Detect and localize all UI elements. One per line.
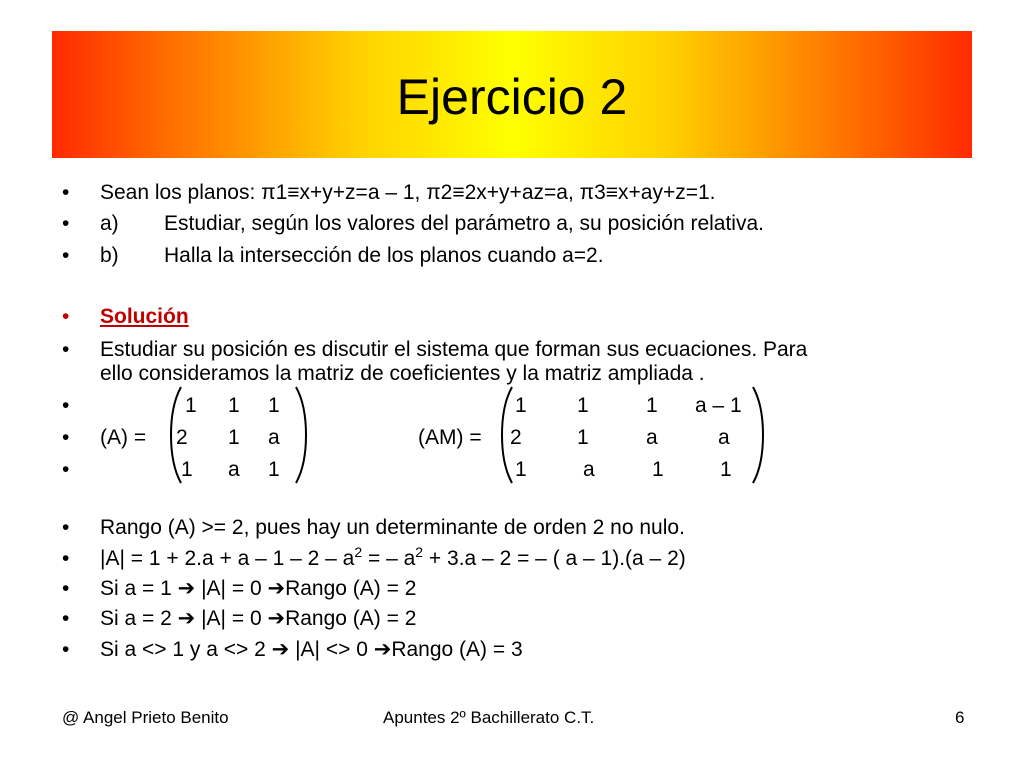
case-line — [100, 607, 416, 631]
case-condition: Si a = 2 — [100, 607, 172, 630]
matrix-a-cell: 1 — [185, 394, 197, 417]
matrix-am-cell: 1 — [646, 394, 658, 417]
case-condition: Si a <> 1 y a <> 2 — [100, 638, 266, 661]
matrix-am-cell: 1 — [515, 394, 527, 417]
matrix-am-cell: 1 — [577, 394, 589, 417]
bullet: • — [62, 577, 70, 600]
matrix-a-cell: a — [268, 426, 280, 449]
rango-statement: Rango (A) >= 2, pues hay un determinante de orden 2 no nulo. — [100, 516, 685, 539]
arrow-icon: ➔ — [373, 638, 392, 661]
footer-author: @ Angel Prieto Benito — [62, 708, 229, 727]
matrix-am-cell: 1 — [577, 426, 589, 449]
bullet: • — [62, 607, 70, 630]
determinant-part: |A| = 1 + 2.a + a – 1 – 2 – a — [100, 547, 355, 570]
bullet: • — [62, 426, 70, 449]
matrix-am-cell: 1 — [652, 458, 664, 481]
solution-intro-line2: ello consideramos la matriz de coeficientes y la matriz ampliada . — [100, 362, 705, 385]
exponent: 2 — [415, 544, 424, 560]
matrix-am-right-bracket — [752, 385, 766, 485]
matrix-a-cell: 2 — [176, 426, 188, 449]
bullet: • — [62, 394, 70, 417]
case-determinant: |A| = 0 — [195, 607, 268, 630]
arrow-icon: ➔ — [177, 577, 196, 600]
footer-course: Apuntes 2º Bachillerato C.T. — [383, 708, 595, 727]
matrix-am-cell: a — [718, 426, 730, 449]
arrow-icon: ➔ — [177, 607, 196, 630]
part-b-text: Halla la intersección de los planos cuando a=2. — [164, 244, 604, 267]
case-line — [100, 577, 416, 601]
matrix-a-label: (A) = — [100, 426, 147, 449]
case-condition: Si a = 1 — [100, 577, 172, 600]
part-a-text: Estudiar, según los valores del parámetro a, su posición relativa. — [164, 212, 764, 235]
solution-intro-line1: Estudiar su posición es discutir el sistema que forman sus ecuaciones. Para — [100, 338, 808, 361]
case-determinant: |A| <> 0 — [289, 638, 374, 661]
solution-heading: Solución — [100, 305, 189, 328]
bullet: • — [62, 305, 70, 328]
bullet: • — [62, 458, 70, 481]
case-rank: Rango (A) = 2 — [285, 577, 417, 600]
arrow-icon: ➔ — [271, 638, 290, 661]
bullet: • — [62, 638, 70, 661]
case-rank: Rango (A) = 3 — [391, 638, 523, 661]
bullet: • — [62, 516, 70, 539]
title-banner — [52, 31, 972, 158]
exponent: 2 — [354, 544, 363, 560]
matrix-am-cell: a – 1 — [695, 394, 742, 417]
matrix-am-cell: a — [583, 458, 595, 481]
matrix-a-cell: 1 — [228, 426, 240, 449]
matrix-am-cell: 1 — [515, 458, 527, 481]
matrix-am-cell: 1 — [720, 458, 732, 481]
matrix-am-cell: 2 — [510, 426, 522, 449]
bullet: • — [62, 181, 70, 204]
matrix-a-right-bracket — [295, 385, 309, 485]
matrix-am-cell: a — [646, 426, 658, 449]
part-b-label: b) — [100, 244, 119, 267]
case-rank: Rango (A) = 2 — [285, 607, 417, 630]
slide-title: Ejercicio 2 — [396, 69, 628, 125]
matrix-a-cell: 1 — [268, 458, 280, 481]
bullet: • — [62, 244, 70, 267]
case-line — [100, 638, 523, 662]
determinant-line — [100, 544, 686, 571]
part-a-label: a) — [100, 212, 119, 235]
case-determinant: |A| = 0 — [195, 577, 268, 600]
problem-statement: Sean los planos: π1≡x+y+z=a – 1, π2≡2x+y+az=a, π3≡x+ay+z=1. — [100, 181, 716, 204]
matrix-a-cell: 1 — [181, 458, 193, 481]
bullet: • — [62, 547, 70, 570]
matrix-a-cell: 1 — [228, 394, 240, 417]
matrix-am-label: (AM) = — [418, 426, 482, 449]
matrix-a-cell: a — [228, 458, 240, 481]
matrix-a-cell: 1 — [268, 394, 280, 417]
footer-page-number: 6 — [955, 708, 965, 727]
bullet: • — [62, 338, 70, 361]
determinant-part: = – a — [362, 547, 416, 570]
arrow-icon: ➔ — [267, 577, 286, 600]
determinant-part: + 3.a – 2 = – ( a – 1).(a – 2) — [423, 547, 686, 570]
arrow-icon: ➔ — [267, 607, 286, 630]
bullet: • — [62, 212, 70, 235]
